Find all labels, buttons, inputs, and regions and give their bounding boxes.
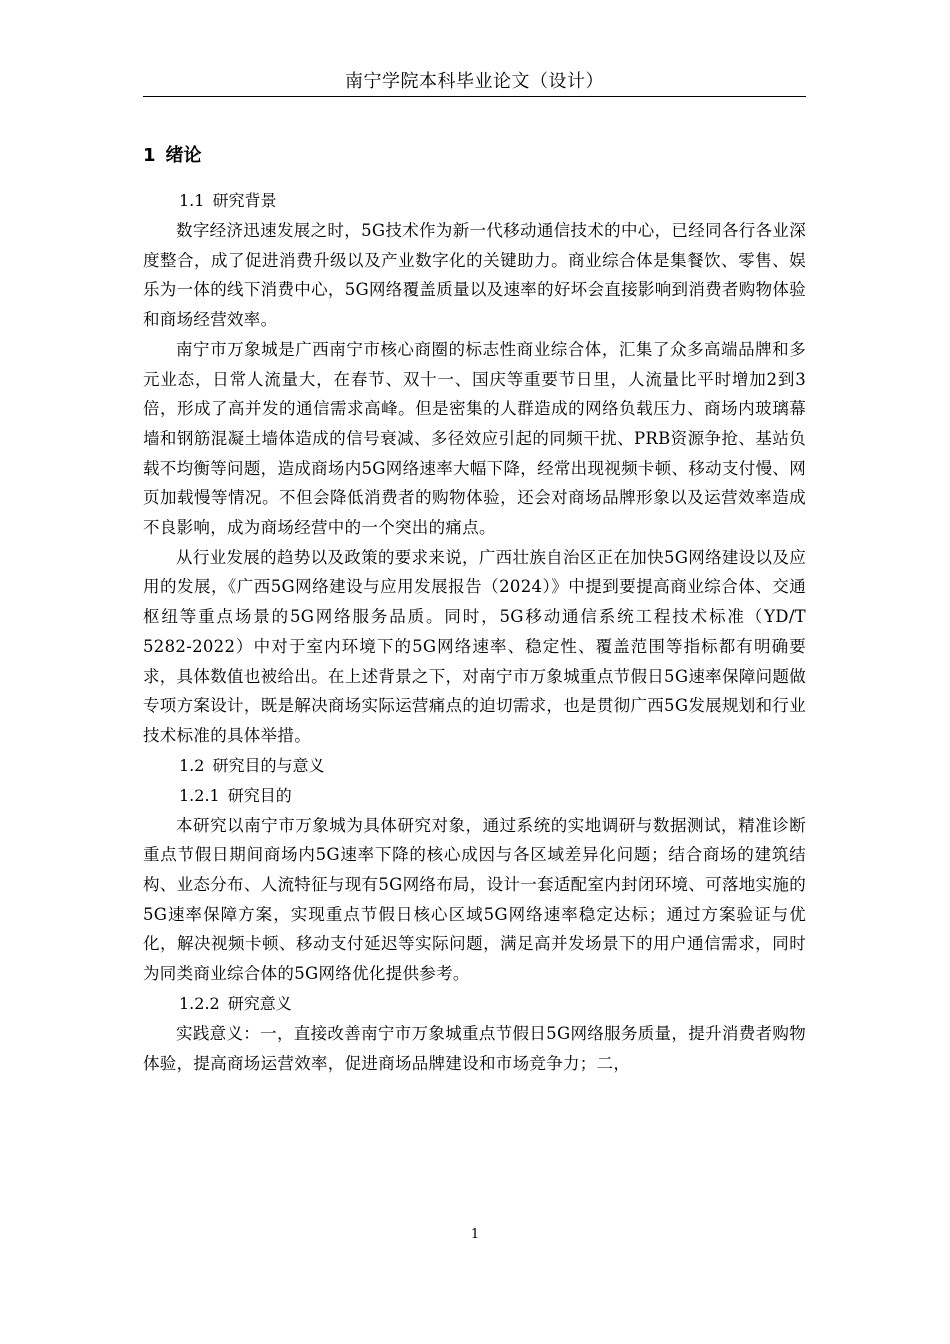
section-number: 1.2: [179, 755, 205, 775]
subsection-number: 1.2.2: [179, 993, 220, 1013]
chapter-number: 1: [143, 145, 156, 166]
section-title: 研究背景: [212, 191, 277, 210]
section-heading-purpose: [143, 751, 806, 781]
paragraph: 数字经济迅速发展之时，5G技术作为新一代移动通信技术的中心，已经同各行各业深度整合，成了促进消费升级以及产业数字化的关键助力。商业综合体是集餐饮、零售、娱乐为一体的线下消费中心，5G网络覆盖质量以及速率的好坏会直接影响到消费者购物体验和商场经营效率。: [143, 221, 806, 330]
body-text: [143, 140, 806, 1078]
section-heading-background: [143, 186, 806, 216]
subsection-heading-significance: [143, 989, 806, 1019]
section-number: 1.1: [179, 191, 205, 210]
section-title: 研究目的与意义: [212, 755, 325, 775]
page-number: 1: [470, 1227, 480, 1242]
header-rule: [143, 96, 806, 97]
subsection-number: 1.2.1: [179, 785, 220, 805]
subsection-title: 研究意义: [227, 993, 292, 1013]
running-header: 南宁学院本科毕业论文（设计）: [345, 71, 604, 92]
subsection-title: 研究目的: [227, 785, 292, 805]
chapter-title-text: 绪论: [165, 145, 202, 166]
paragraph: 从行业发展的趋势以及政策的要求来说，广西壮族自治区正在加快5G网络建设以及应用的发展，《广西5G网络建设与应用发展报告（2024）》中提到要提高商业综合体、交通枢纽等重点场景的5G网络服务品质。同时，5G移动通信系统工程技术标准（YD/T 5282-2022）中对于室内环境下的5G网络速率、稳定性、覆盖范围等指标都有明确要求，具体数值也被给出。在上述背景之下，对南宁市万象城重点节假日5G速率保障问题做专项方案设计，既是解决商场实际运营痛点的迫切需求，也是贯彻广西5G发展规划和行业技术标准的具体举措。: [143, 547, 806, 745]
paragraph: 本研究以南宁市万象城为具体研究对象，通过系统的实地调研与数据测试，精准诊断重点节假日期间商场内5G速率下降的核心成因与各区域差异化问题；结合商场的建筑结构、业态分布、人流特征与现有5G网络布局，设计一套适配室内封闭环境、可落地实施的5G速率保障方案，实现重点节假日核心区域5G网络速率稳定达标；通过方案验证与优化，解决视频卡顿、移动支付延迟等实际问题，满足高并发场景下的用户通信需求，同时为同类商业综合体的5G网络优化提供参考。: [143, 815, 806, 984]
chapter-title: [143, 140, 806, 172]
paragraph: 南宁市万象城是广西南宁市核心商圈的标志性商业综合体，汇集了众多高端品牌和多元业态，日常人流量大，在春节、双十一、国庆等重要节日里，人流量比平时增加2到3倍，形成了高并发的通信需求高峰。但是密集的人群造成的网络负载压力、商场内玻璃幕墙和钢筋混凝土墙体造成的信号衰减、多径效应引起的同频干扰、PRB资源争抢、基站负载不均衡等问题，造成商场内5G网络速率大幅下降，经常出现视频卡顿、移动支付慢、网页加载慢等情况。不但会降低消费者的购物体验，还会对商场品牌形象以及运营效率造成不良影响，成为商场经营中的一个突出的痛点。: [143, 339, 806, 538]
paragraph: 实践意义：一，直接改善南宁市万象城重点节假日5G网络服务质量，提升消费者购物体验，提高商场运营效率，促进商场品牌建设和市场竞争力；二，: [143, 1023, 806, 1073]
subsection-heading-objective: [143, 781, 806, 811]
